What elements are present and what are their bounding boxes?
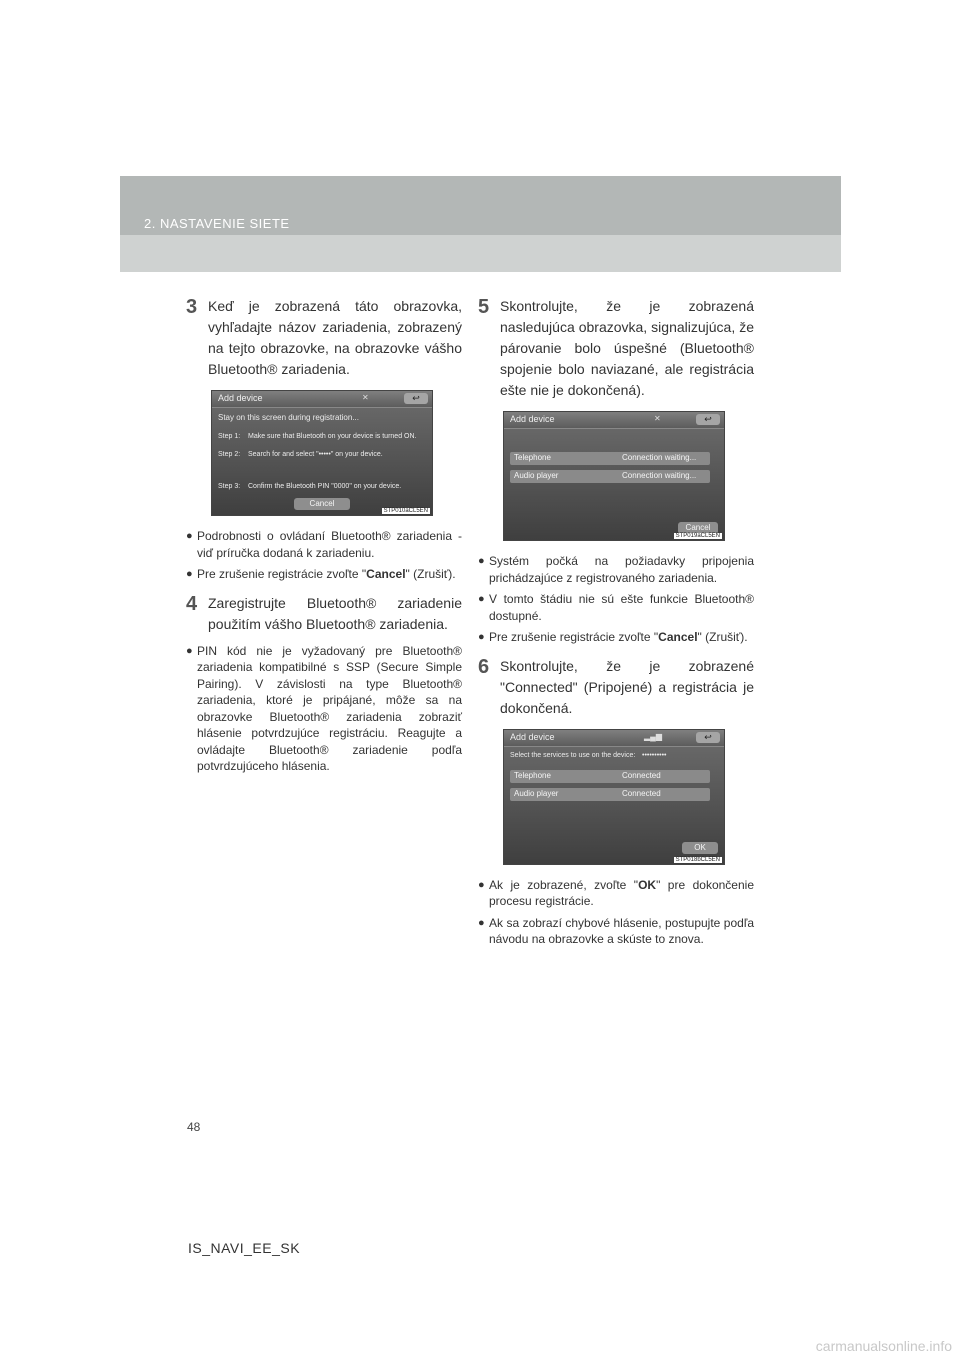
note-bullet — [478, 915, 754, 948]
step2-text: Search for and select "•••••" on your device. — [248, 451, 383, 458]
image-code: STP010aCL5EN — [383, 508, 428, 514]
ok-button[interactable]: OK — [682, 842, 718, 854]
step-text: Keď je zobrazená táto obrazovka, vyhľadajte názov zariadenia, zobrazený na tejto obrazovke, na obrazovke vášho Bluetooth® zariadenia. — [208, 298, 462, 377]
note-bullet — [478, 629, 754, 646]
note-bullet — [478, 877, 754, 910]
service-row-audio[interactable] — [510, 470, 710, 483]
music-icon-label: Audio player — [514, 471, 559, 480]
service-row-telephone[interactable] — [510, 770, 710, 783]
note-text: V tomto štádiu nie sú ešte funkcie Bluetooth® dostupné. — [489, 592, 754, 623]
bluetooth-off-icon: ✕ — [654, 414, 661, 423]
note-text: Ak sa zobrazí chybové hlásenie, postupujte podľa návodu na obrazovke a skúste to znova. — [489, 915, 754, 946]
note-bullet — [478, 553, 754, 586]
bullet-icon: ● — [478, 916, 485, 929]
step-number: 3 — [186, 296, 198, 318]
step-5 — [478, 296, 754, 401]
step-number: 5 — [478, 296, 490, 318]
watermark: carmanualsonline.info — [815, 1338, 952, 1354]
note-text: Podrobnosti o ovládaní Bluetooth® zariadenia - viď príručka dodaná k zariadeniu. — [197, 529, 462, 560]
note-bullet — [186, 528, 462, 561]
step1-label: Step 1: — [218, 433, 241, 440]
service-status: Connection waiting... — [622, 471, 697, 480]
step-text: Skontrolujte, že je zobrazená nasledujúca obrazovka, signalizujúca, že párovanie bolo úspešné (Bluetooth® spojenie bolo naviazané, ale registrácia ešte nie je dokončená). — [500, 298, 754, 398]
step-3 — [186, 296, 462, 380]
cancel-button[interactable]: Cancel — [678, 522, 718, 534]
screen-title: Add device — [510, 414, 555, 424]
bullet-icon: ● — [186, 568, 193, 580]
note-text: Pre zrušenie registrácie zvoľte "Cancel" (Zrušiť). — [197, 567, 456, 581]
screenshot-add-device-registration — [211, 390, 433, 516]
screen-title-bar — [212, 391, 432, 408]
phone-icon-label: Telephone — [514, 770, 551, 780]
screen-title: Add device — [510, 731, 555, 742]
back-button[interactable]: ↩ — [696, 414, 720, 425]
screenshot-connection-waiting — [503, 411, 725, 541]
bullet-icon: ● — [478, 555, 485, 567]
screen-title-bar — [504, 412, 724, 429]
step3-label: Step 3: — [218, 483, 241, 490]
note-bullet — [478, 591, 754, 624]
note-text: Systém počká na požiadavky pripojenia prichádzajúce z registrovaného zariadenia. — [489, 554, 754, 585]
bullet-icon: ● — [478, 878, 485, 891]
back-button[interactable]: ↩ — [404, 393, 428, 404]
cancel-button[interactable]: Cancel — [294, 498, 350, 510]
screen-instruction: Stay on this screen during registration... — [218, 413, 359, 422]
step-number: 6 — [478, 655, 490, 678]
note-bullet — [186, 643, 462, 775]
step-6 — [478, 656, 754, 719]
step3-text: Confirm the Bluetooth PIN "0000" on your device. — [248, 483, 402, 490]
screenshot-connected — [503, 729, 725, 865]
screen-title-bar — [504, 730, 724, 747]
bullet-icon: ● — [478, 593, 485, 605]
service-status: Connected — [622, 770, 661, 780]
bullet-icon: ● — [186, 530, 193, 542]
screen-title: Add device — [218, 393, 263, 403]
document-id: IS_NAVI_EE_SK — [188, 1240, 301, 1256]
page-header — [120, 176, 841, 272]
note-text: PIN kód nie je vyžadovaný pre Bluetooth® zariadenia kompatibilné s SSP (Secure Simple Pairing). V závislosti na type Bluetooth® zariadenia, ktoré je pripájané, môže sa na obrazovke Bluetooth® zariadenia zobraziť hlásenie potvrdzujúce registráciu. Reagujte a ovládajte Bluetooth® zariadenie podľa potvrdzujúceho hlásenia. — [197, 643, 462, 773]
back-button[interactable]: ↩ — [696, 732, 720, 743]
note-text: Pre zrušenie registrácie zvoľte "Cancel" (Zrušiť). — [489, 630, 748, 644]
bullet-icon: ● — [186, 644, 193, 657]
step-4 — [186, 593, 462, 635]
image-code: STP019aCL5EN — [675, 533, 720, 539]
image-code: STP018bCL5EN — [675, 856, 720, 863]
step-number: 4 — [186, 592, 198, 615]
bluetooth-off-icon: ✕ — [362, 393, 369, 402]
page-number: 48 — [187, 1120, 201, 1134]
service-status: Connection waiting... — [622, 453, 697, 462]
step1-text: Make sure that Bluetooth on your device is turned ON. — [248, 433, 417, 440]
step-text: Zaregistrujte Bluetooth® zariadenie použitím vášho Bluetooth® zariadenia. — [208, 594, 462, 632]
service-row-telephone[interactable] — [510, 452, 710, 465]
note-text: Ak je zobrazené, zvoľte "OK" pre dokončenie procesu registrácie. — [489, 877, 754, 908]
music-icon-label: Audio player — [514, 788, 559, 798]
screen-instruction: Select the services to use on the device: — [510, 751, 636, 759]
step-text: Skontrolujte, že je zobrazené "Connected" (Pripojené) a registrácia je dokončená. — [500, 657, 754, 716]
signal-icon: ▂▄▆ — [644, 731, 662, 741]
left-column — [186, 296, 462, 780]
service-status: Connected — [622, 788, 661, 798]
section-title: 2. NASTAVENIE SIETE — [144, 216, 290, 231]
right-column — [478, 296, 754, 953]
service-row-audio[interactable] — [510, 788, 710, 801]
device-name: •••••••••• — [642, 751, 667, 759]
step2-label: Step 2: — [218, 451, 241, 458]
note-bullet — [186, 566, 462, 583]
bullet-icon: ● — [478, 631, 485, 643]
phone-icon-label: Telephone — [514, 453, 551, 462]
